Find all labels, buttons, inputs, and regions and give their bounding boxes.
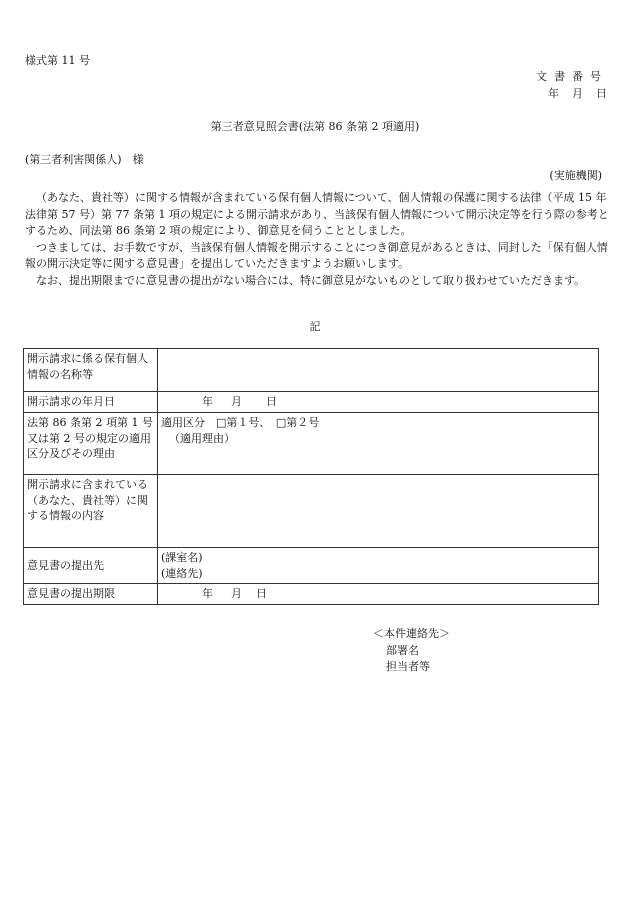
table-row (24, 584, 599, 605)
issuing-agency: (実施機関) (549, 169, 602, 182)
body-paragraph-2: つきましては、お手数ですが、当該保有個人情報を開示することにつき御意見があるときは、同封した「保有個人情報の開示決定等に関する意見書」を提出していただきますようお願いします。 (25, 240, 608, 270)
request-year-label: 年 (202, 395, 213, 408)
row-label-deadline: 意見書の提出期限 (24, 584, 158, 605)
body-paragraph-3: なお、提出期限までに意見書の提出がない場合には、特に御意見がないものとして取り扱わせていただきます。 (36, 273, 586, 287)
application-reason-label: （適用理由） (169, 431, 235, 445)
table-row (24, 392, 599, 413)
table-row (24, 475, 599, 548)
form-number: 様式第 11 号 (25, 54, 90, 67)
ki-heading: 記 (309, 320, 321, 333)
table-row (24, 349, 599, 392)
contact-heading: ＜本件連絡先＞ (373, 627, 450, 640)
row-label-application: 法第 86 条第 2 項第 1 号又は第 2 号の規定の適用区分及びその理由 (24, 413, 158, 475)
row-label-request-date: 開示請求の年月日 (24, 392, 158, 413)
row-label-info-content: 開示請求に含まれている（あなた、貴社等）に関する情報の内容 (24, 475, 158, 548)
request-month-label: 月 (231, 395, 242, 408)
row-label-info-name: 開示請求に係る保有個人情報の名称等 (24, 349, 158, 392)
row-label-submit-to: 意見書の提出先 (24, 548, 158, 584)
page-title: 第三者意見照会書(法第 86 条第 2 項適用) (210, 120, 420, 133)
contact-department: 部署名 (386, 643, 419, 657)
contact-person: 担当者等 (386, 660, 430, 673)
addressee: (第三者利害関係人) 様 (25, 153, 144, 166)
document-number-label: 文書番号 (536, 70, 608, 83)
row-value-info-content[interactable] (158, 475, 599, 548)
deadline-year-label: 年 (202, 587, 213, 600)
body-text (25, 190, 609, 289)
row-value-application[interactable] (158, 413, 599, 475)
info-table (23, 348, 599, 605)
submit-dept-label: (課室名) (161, 551, 203, 564)
body-paragraph-1: （あなた、貴社等）に関する情報が含まれている保有個人情報について、個人情報の保護に関する法律（平成 15 年法律第 57 号）第 77 条第 1 項の規定による開示請求があり、当該保有個人情報について開示決定等を行う際の参考とするため、同法第 86 条第 2 項の規定により、御意見を伺うこととしました。 (25, 191, 609, 237)
document-date-label: 年 月 日 (548, 87, 608, 100)
row-value-info-name[interactable] (158, 349, 599, 392)
deadline-day-label: 日 (256, 587, 267, 600)
request-day-label: 日 (266, 395, 277, 408)
deadline-month-label: 月 (231, 587, 242, 600)
row-value-deadline[interactable] (158, 584, 599, 605)
row-value-submit-to[interactable] (158, 548, 599, 584)
row-value-request-date[interactable] (158, 392, 599, 413)
table-row (24, 548, 599, 584)
contact-block (373, 626, 450, 676)
table-row (24, 413, 599, 475)
application-category[interactable]: 適用区分 □第１号、 □第２号 (161, 416, 320, 429)
submit-contact-label: (連絡先) (161, 566, 203, 580)
